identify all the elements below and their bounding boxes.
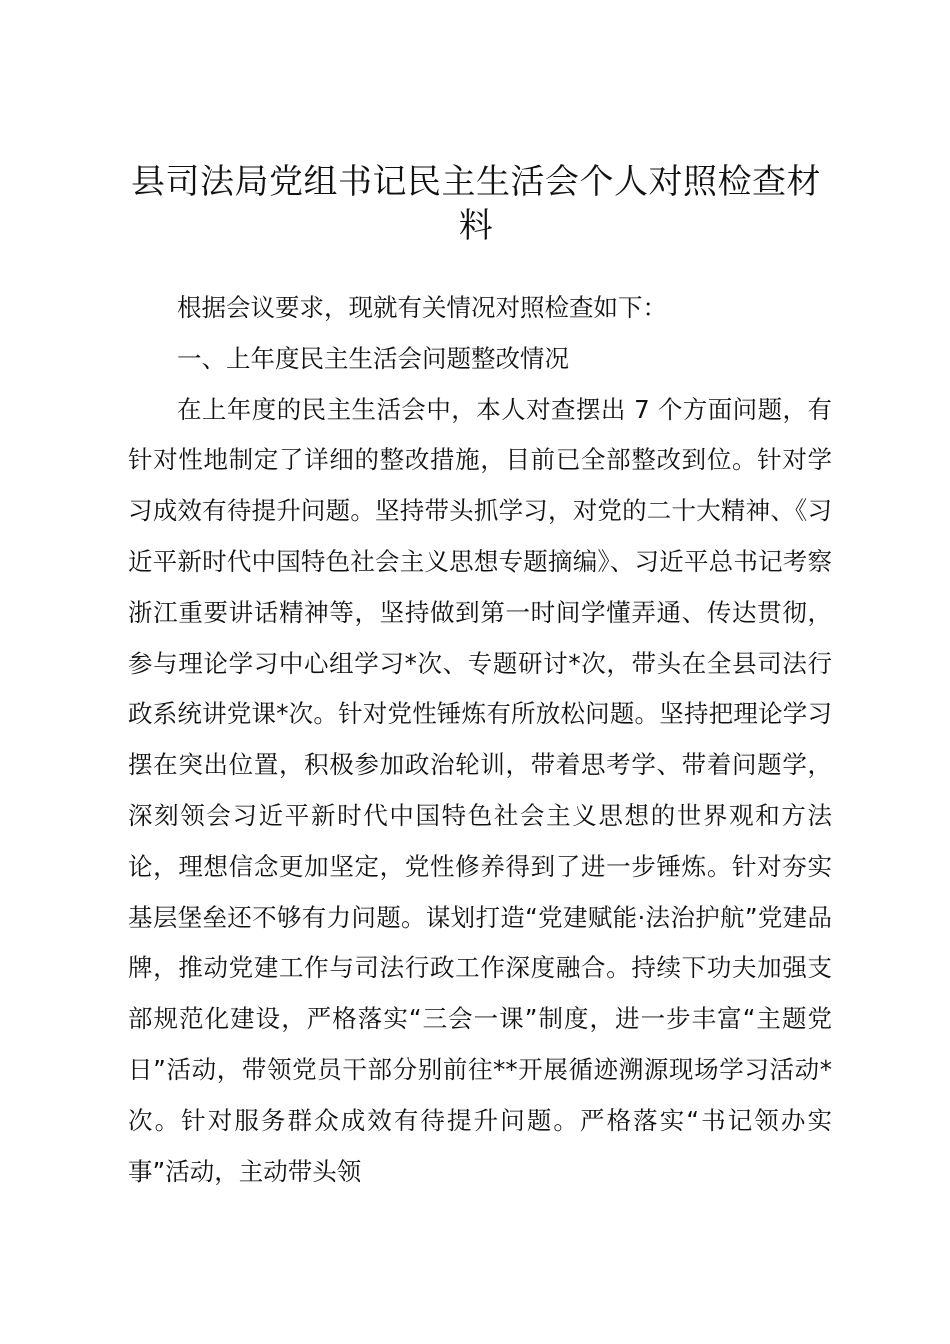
document-title: 县司法局党组书记民主生活会个人对照检查材料 <box>131 162 821 246</box>
section-heading: 一、上年度民主生活会问题整改情况 <box>177 343 569 373</box>
intro-paragraph: 根据会议要求，现就有关情况对照检查如下： <box>177 293 667 322</box>
document-body <box>128 283 832 1197</box>
body-paragraph: 在上年度的民主生活会中，本人对查摆出 7 个方面问题，有针对性地制定了详细的整改措施，目前已全部整改到位。针对学习成效有待提升问题。坚持带头抓学习，对党的二十大精神、《习近平新时代中国特色社会主义思想专题摘编》、习近平总书记考察浙江重要讲话精神等，坚持做到第一时间学懂弄通、传达贯彻，参与理论学习中心组学习*次、专题研讨*次，带头在全县司法行政系统讲党课*次。针对党性锤炼有所放松问题。坚持把理论学习摆在突出位置，积极参加政治轮训，带着思考学、带着问题学，深刻领会习近平新时代中国特色社会主义思想的世界观和方法论，理想信念更加坚定，党性修养得到了进一步锤炼。针对夯实基层堡垒还不够有力问题。谋划打造“党建赋能·法治护航”党建品牌，推动党建工作与司法行政工作深度融合。持续下功夫加强支部规范化建设，严格落实“三会一课”制度，进一步丰富“主题党日”活动，带领党员干部分别前往**开展循迹溯源现场学习活动*次。针对服务群众成效有待提升问题。严格落实“书记领办实事”活动，主动带头领 <box>128 394 832 1186</box>
